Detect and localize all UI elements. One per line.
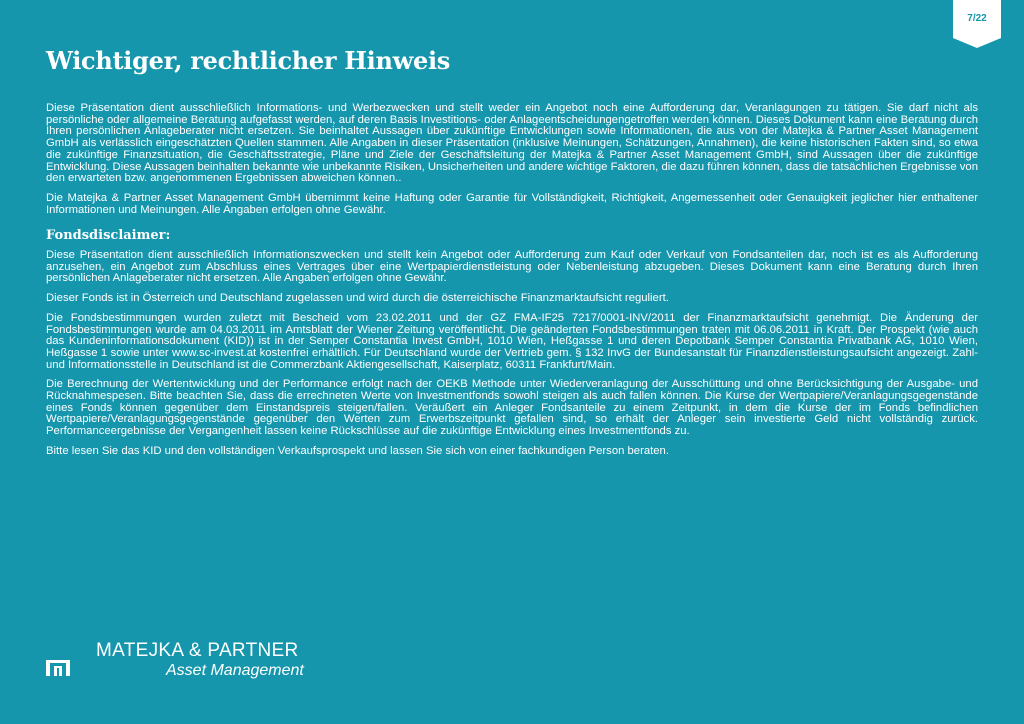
disclaimer-content — [46, 103, 978, 466]
intro-paragraph-2: Die Matejka & Partner Asset Management GmbH übernimmt keine Haftung oder Garantie für Vollständigkeit, Richtigkeit, Angemessenheit oder Genauigkeit jeglicher hier enthaltener Informationen und Meinungen. Alle Angaben erfolgen ohne Gewähr. — [46, 191, 978, 216]
page-number: 7/22 — [967, 13, 987, 24]
fund-paragraph-5: Bitte lesen Sie das KID und den vollständigen Verkaufsprospekt und lassen Sie sich von einer fachkundigen Person beraten. — [46, 444, 669, 457]
page-badge-shape — [953, 0, 1001, 48]
logo-subtitle: Asset Management — [166, 662, 304, 679]
page-number-badge — [953, 0, 1001, 48]
building-icon — [46, 660, 70, 676]
intro-paragraph-1: Diese Präsentation dient ausschließlich Informations- und Werbezwecken und stellt weder ein Angebot noch eine Aufforderung dar, Veranlagungen zu tätigen. Sie darf nicht als persönliche oder allgemeine Beratung aufgefasst werden, auf deren Basis Investitions- oder Anlageentscheidungengetroffen werden können. Dieses Dokument kann eine Beratung durch Ihren persönlichen Anlageberater nicht ersetzen. Sie beinhaltet Aussagen über zukünftige Entwicklungen sowie Informationen, die aus von der Matejka & Partner Asset Management GmbH als verlässlich eingeschätzten Quellen stammen. Alle Angaben in dieser Präsentation (inklusive Meinungen, Schätzungen, Annahmen), die keine historischen Fakten sind, so etwa die zukünftige Finanzsituation, die Geschäftsstrategie, Pläne und Ziele der Geschäftsleitung der Matejka & Partner Asset Management GmbH, sind Aussagen über die zukünftige Entwicklung. Diese Aussagen beinhalten bekannte wie unbekannte Risiken, Unsicherheiten und andere wichtige Faktoren, die dazu führen können, dass die tatsächlichen Ergebnisse von den erwarteten bzw. angenommenen Ergebnissen abweichen können.. — [46, 102, 978, 185]
fund-paragraph-1: Diese Präsentation dient ausschließlich Informationszwecken und stellt kein Angebot oder Aufforderung zum Kauf oder Verkauf von Fondsanteilen dar, noch ist es als Aufforderung anzusehen, ein Angebot zum Abschluss eines Vertrages über eine Wertpapierdienstleistung oder Nebenleistung abzugeben. Dieses Dokument kann eine Beratung durch Ihren persönlichen Anlageberater nicht ersetzen. Alle Angaben erfolgen ohne Gewähr. — [46, 249, 978, 285]
fund-paragraph-3: Die Fondsbestimmungen wurden zuletzt mit Bescheid vom 23.02.2011 und der GZ FMA-IF25 7217/0001-INV/2011 der Finanzmarktaufsicht genehmigt. Die Änderung der Fondsbestimmungen wurde am 04.03.2011 im Amtsblatt der Wiener Zeitung veröffentlicht. Die geänderten Fondsbestimmungen traten mit 06.06.2011 in Kraft. Der Prospekt (wie auch das Kundeninformationsdokument (KID)) ist in der Semper Constantia Invest GmbH, 1010 Wien, Heßgasse 1 und deren Depotbank Semper Constantia Privatbank AG, 1010 Wien, Heßgasse 1 sowie unter www.sc-invest.at kostenfrei erhältlich. Für Deutschland wurde der Vertrieb gem. § 132 InvG der Bundesanstalt für Finanzdienstleistungsaufsicht angezeigt. Zahl- und Informationsstelle in Deutschland ist die Commerzbank Aktiengesellschaft, Kaiserplatz, 60311 Frankfurt/Main. — [46, 311, 978, 371]
logo-company-name: MATEJKA & PARTNER — [96, 640, 299, 661]
fund-paragraph-4: Die Berechnung der Wertentwicklung und der Performance erfolgt nach der OEKB Methode unter Wiederveranlagung der Ausschüttung und ohne Berücksichtigung der Ausgabe- und Rücknahmespesen. Bitte beachten Sie, dass die errechneten Werte von Investmentfonds sowohl steigen als auch fallen können. Die Kurse der Wertpapiere/Veranlagungsgegenstände eines Fonds können gegenüber dem Einstandspreis steigen/fallen. Veräußert ein Anleger Fondsanteile zu einem Zeitpunkt, in dem die Kurse der im Fonds befindlichen Wertpapiere/Veranlagungsgegenstände gegenüber den Werten zum Erwerbszeitpunkt gefallen sind, so erhält der Anleger sein investierte Geld nicht vollständig zurück. Performanceergebnisse der Vergangenheit lassen keine Rückschlüsse auf die zukünftige Entwicklung eines Investmentfonds zu. — [46, 378, 978, 438]
fund-paragraph-2: Dieser Fonds ist in Österreich und Deutschland zugelassen und wird durch die österreichische Finanzmarktaufsicht reguliert. — [46, 292, 669, 305]
fund-disclaimer-heading: Fondsdisclaimer: — [46, 228, 171, 244]
company-logo — [46, 640, 326, 690]
page-title: Wichtiger, rechtlicher Hinweis — [46, 46, 451, 75]
